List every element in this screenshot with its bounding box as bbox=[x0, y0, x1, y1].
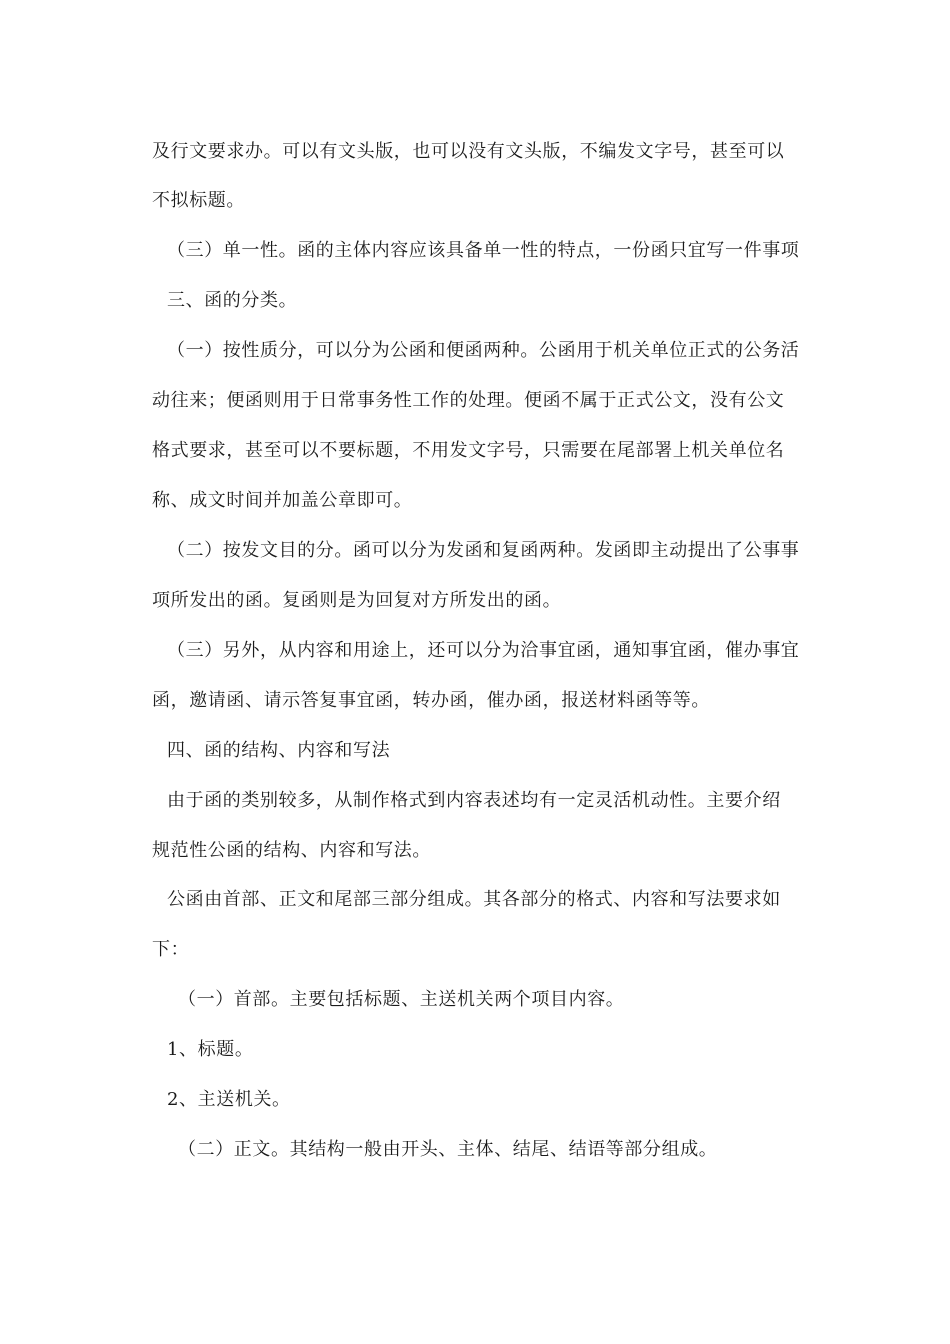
section-heading: 三、函的分类。 bbox=[167, 290, 298, 311]
paragraph-line: （一）按性质分，可以分为公函和便函两种。公函用于机关单位正式的公务活 bbox=[167, 340, 800, 361]
paragraph-line: 动往来；便函则用于日常事务性工作的处理。便函不属于正式公文，没有公文 bbox=[152, 390, 785, 411]
paragraph-line: （三）另外，从内容和用途上，还可以分为洽事宜函，通知事宜函，催办事宜 bbox=[167, 640, 800, 661]
subsection-heading: （二）正文。其结构一般由开头、主体、结尾、结语等部分组成。 bbox=[178, 1139, 718, 1160]
paragraph-line: 格式要求，甚至可以不要标题，不用发文字号，只需要在尾部署上机关单位名 bbox=[152, 440, 785, 461]
paragraph-line: 不拟标题。 bbox=[152, 190, 245, 211]
paragraph-line: 公函由首部、正文和尾部三部分组成。其各部分的格式、内容和写法要求如 bbox=[167, 889, 781, 910]
paragraph-line: 及行文要求办。可以有文头版，也可以没有文头版，不编发文字号，甚至可以 bbox=[152, 141, 785, 162]
paragraph-line: 称、成文时间并加盖公章即可。 bbox=[152, 490, 413, 511]
subsection-heading: （一）首部。主要包括标题、主送机关两个项目内容。 bbox=[178, 989, 625, 1010]
paragraph-line: 下： bbox=[152, 939, 190, 960]
section-heading: 四、函的结构、内容和写法 bbox=[167, 740, 391, 761]
paragraph-line: 由于函的类别较多，从制作格式到内容表述均有一定灵活机动性。主要介绍 bbox=[167, 790, 781, 811]
paragraph-line: （二）按发文目的分。函可以分为发函和复函两种。发函即主动提出了公事事 bbox=[167, 540, 800, 561]
paragraph-line: 项所发出的函。复函则是为回复对方所发出的函。 bbox=[152, 590, 562, 611]
paragraph-line: 规范性公函的结构、内容和写法。 bbox=[152, 840, 431, 861]
paragraph-line: （三）单一性。函的主体内容应该具备单一性的特点，一份函只宜写一件事项 bbox=[167, 240, 800, 261]
list-item: 1、标题。 bbox=[167, 1039, 254, 1060]
list-item: 2、主送机关。 bbox=[167, 1089, 291, 1110]
paragraph-line: 函，邀请函、请示答复事宜函，转办函，催办函，报送材料函等等。 bbox=[152, 690, 710, 711]
